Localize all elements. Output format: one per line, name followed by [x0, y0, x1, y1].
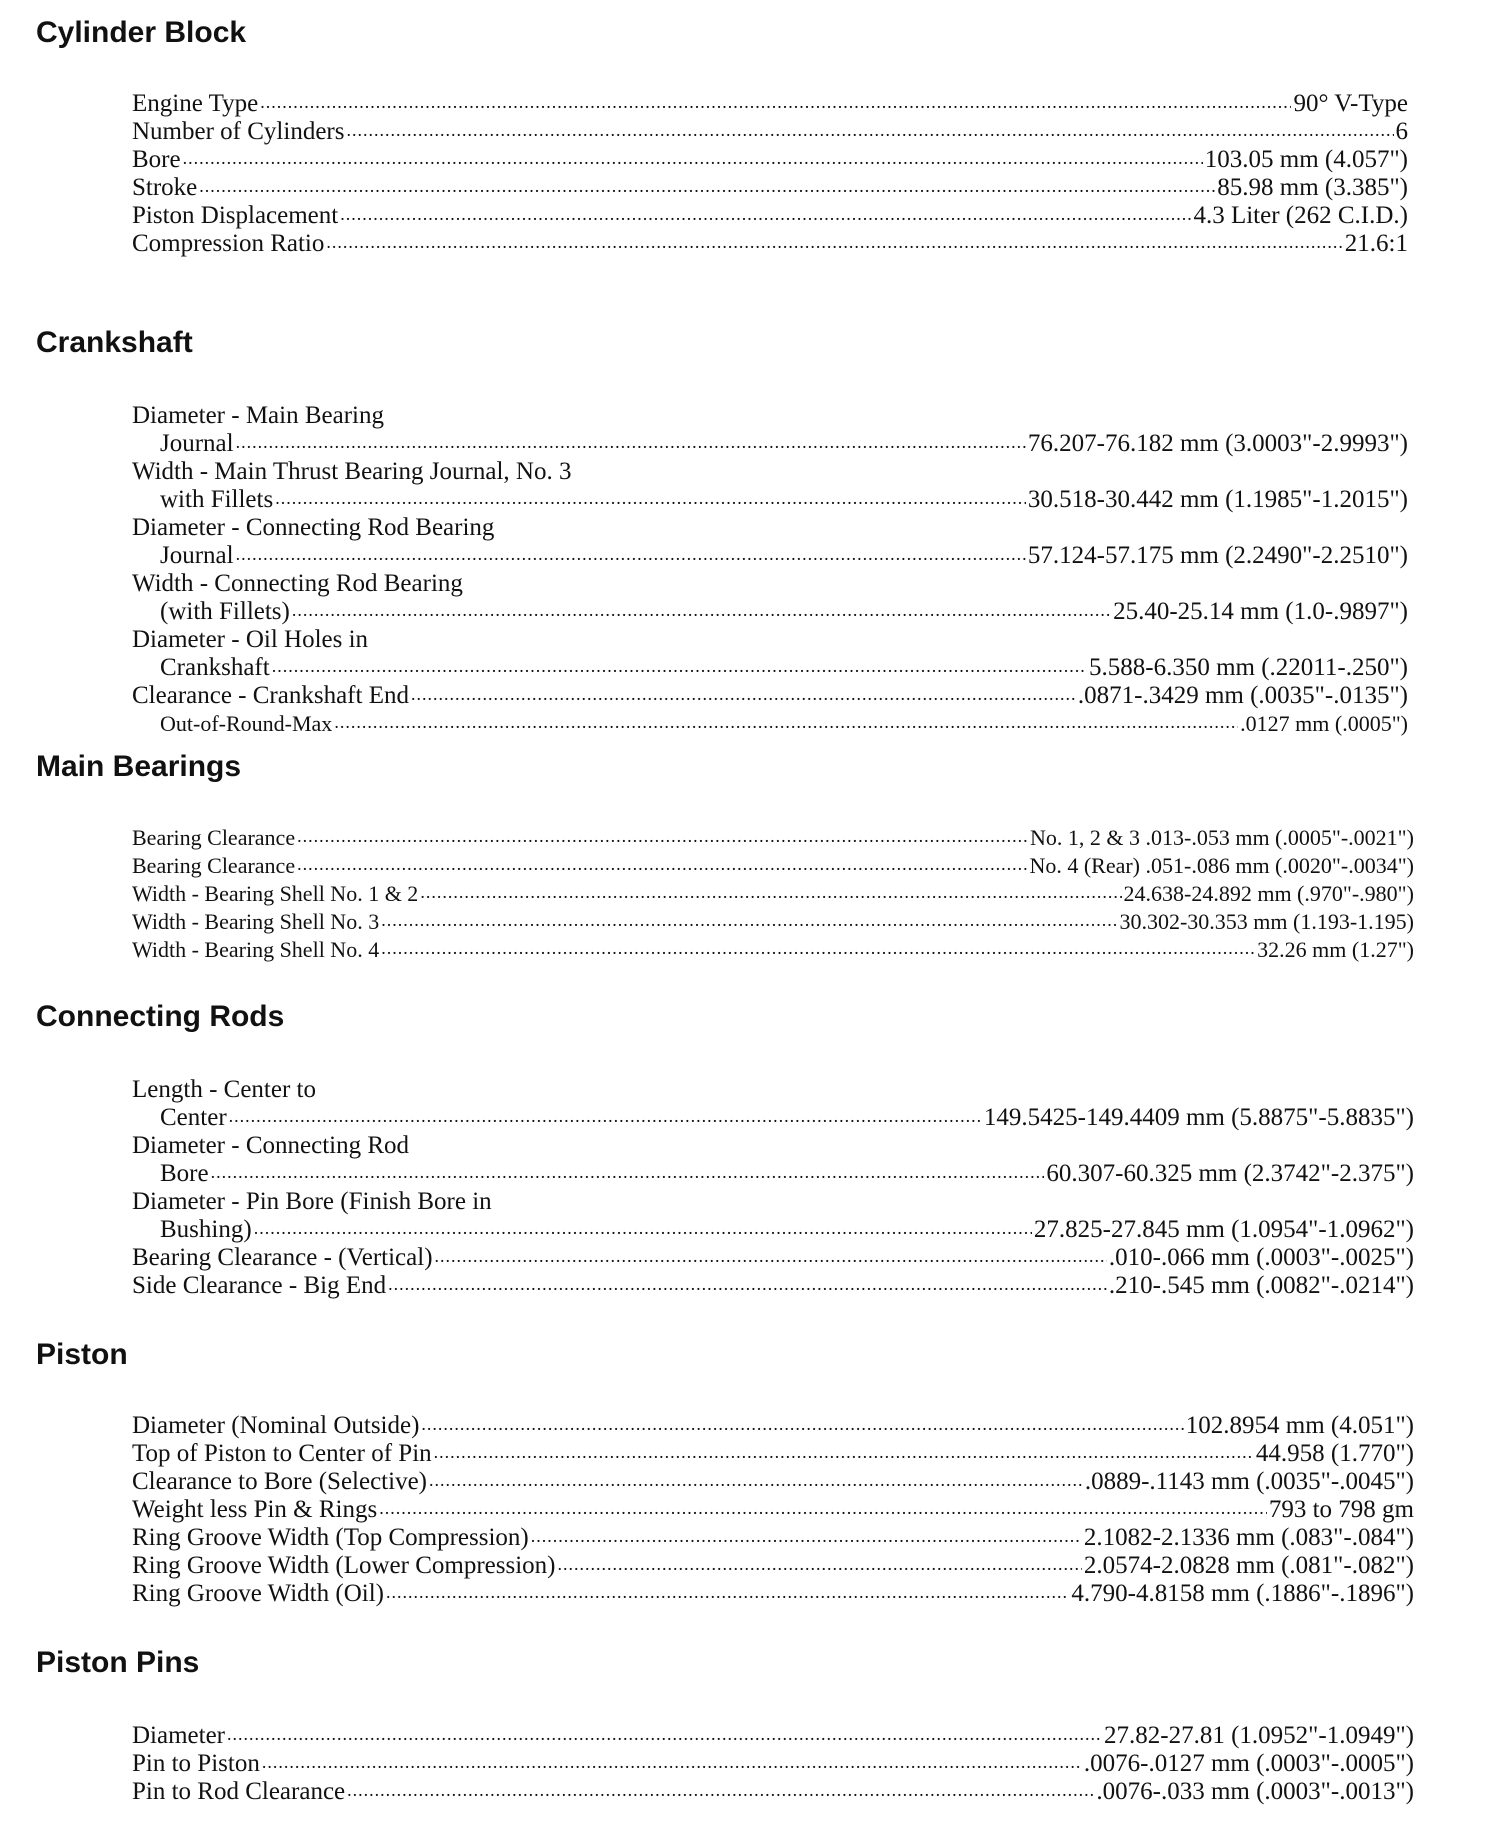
spec-value: 57.124-57.175 mm (2.2490"-2.2510")	[1027, 542, 1408, 569]
spec-row-main-bearing-journal	[132, 430, 1408, 458]
leader-dots	[340, 200, 1191, 228]
spec-value: .010-.066 mm (.0003"-.0025")	[1108, 1244, 1414, 1271]
spec-label: Width - Bearing Shell No. 1 & 2	[132, 881, 419, 906]
spec-label-line1: Diameter - Connecting Rod	[132, 1132, 410, 1159]
spec-label: Ring Groove Width (Lower Compression)	[132, 1552, 556, 1579]
spec-row-pin-bore	[132, 1216, 1414, 1244]
spec-row-crankshaft-end-clearance	[132, 682, 1408, 710]
spec-label: Out-of-Round-Max	[160, 711, 333, 736]
leader-dots	[434, 1438, 1254, 1466]
spec-row-stroke	[132, 174, 1408, 202]
spec-row-shell-3	[132, 908, 1414, 936]
spec-label-line1: Width - Main Thrust Bearing Journal, No. 3	[132, 458, 572, 485]
spec-label: Bearing Clearance - (Vertical)	[132, 1244, 433, 1271]
spec-row-oil-holes	[132, 654, 1408, 682]
leader-dots	[388, 1270, 1107, 1298]
leader-dots	[236, 428, 1026, 456]
spec-label: Pin to Rod Clearance	[132, 1778, 346, 1805]
section-title-piston: Piston	[36, 1338, 128, 1371]
leader-dots	[227, 1720, 1102, 1748]
spec-label: Ring Groove Width (Oil)	[132, 1580, 384, 1607]
spec-row-clearance-to-bore	[132, 1468, 1414, 1496]
spec-value: 793 to 798 gm	[1268, 1496, 1414, 1523]
spec-label: with Fillets	[160, 486, 274, 513]
spec-label: Width - Bearing Shell No. 4	[132, 937, 380, 962]
spec-row-rod-bearing-journal	[132, 542, 1408, 570]
spec-label: Bore	[160, 1160, 209, 1187]
section-title-connecting-rods: Connecting Rods	[36, 1000, 285, 1033]
spec-label: Pin to Piston	[132, 1750, 260, 1777]
spec-label: Crankshaft	[160, 654, 270, 681]
spec-row-pin-diameter	[132, 1722, 1414, 1750]
spec-label: Bearing Clearance	[132, 825, 296, 850]
leader-dots	[334, 708, 1238, 736]
spec-label: (with Fillets)	[160, 598, 290, 625]
spec-value: 2.0574-2.0828 mm (.081"-.082")	[1083, 1552, 1414, 1579]
spec-label: Stroke	[132, 174, 198, 201]
leader-dots	[199, 172, 1215, 200]
spec-value: 30.518-30.442 mm (1.1985"-1.2015")	[1027, 486, 1408, 513]
spec-value: 44.958 (1.770")	[1255, 1440, 1414, 1467]
spec-row-pin-to-rod	[132, 1778, 1414, 1806]
spec-label-line1: Diameter - Oil Holes in	[132, 626, 369, 653]
spec-label: Compression Ratio	[132, 230, 325, 257]
spec-label-line1: Diameter - Pin Bore (Finish Bore in	[132, 1188, 492, 1215]
spec-label: Diameter (Nominal Outside)	[132, 1412, 420, 1439]
leader-dots	[236, 540, 1026, 568]
spec-row-out-of-round	[132, 710, 1408, 738]
spec-label: Width - Bearing Shell No. 3	[132, 909, 380, 934]
spec-row-bearing-clearance-2	[132, 852, 1414, 880]
leader-dots	[254, 1214, 1032, 1242]
leader-dots	[297, 850, 1027, 878]
spec-value: 102.8954 mm (4.051")	[1185, 1412, 1414, 1439]
spec-value: .0889-.1143 mm (.0035"-.0045")	[1084, 1468, 1414, 1495]
spec-value: 5.588-6.350 mm (.22011-.250")	[1089, 654, 1408, 681]
spec-row-compression-ratio	[132, 230, 1408, 258]
spec-row-rod-bearing-width	[132, 598, 1408, 626]
leader-dots	[326, 228, 1342, 256]
spec-row-center-to-center	[132, 1104, 1414, 1132]
leader-dots	[531, 1522, 1082, 1550]
spec-label-line1: Length - Center to	[132, 1076, 316, 1103]
leader-dots	[421, 1410, 1183, 1438]
spec-row-side-clearance	[132, 1272, 1414, 1300]
spec-value: 21.6:1	[1344, 230, 1408, 257]
leader-dots	[347, 1776, 1094, 1804]
leader-dots	[411, 680, 1076, 708]
spec-value: 85.98 mm (3.385")	[1217, 174, 1408, 201]
spec-row-shell-4	[132, 936, 1414, 964]
spec-row-number-of-cylinders	[132, 118, 1408, 146]
leader-dots	[260, 88, 1291, 116]
spec-value: No. 4 (Rear) .051-.086 mm (.0020"-.0034")	[1029, 853, 1414, 878]
leader-dots	[379, 1494, 1267, 1522]
spec-value: 90° V-Type	[1293, 90, 1408, 117]
spec-label: Journal	[160, 430, 234, 457]
spec-value: .210-.545 mm (.0082"-.0214")	[1108, 1272, 1414, 1299]
spec-label: Weight less Pin & Rings	[132, 1496, 378, 1523]
spec-label-line1: Diameter - Main Bearing	[132, 402, 384, 429]
spec-label-line1: Diameter - Connecting Rod Bearing	[132, 514, 495, 541]
leader-dots	[386, 1578, 1069, 1606]
spec-label: Bushing)	[160, 1216, 252, 1243]
leader-dots	[211, 1158, 1045, 1186]
spec-value: 76.207-76.182 mm (3.0003"-2.9993")	[1027, 430, 1408, 457]
leader-dots	[229, 1102, 982, 1130]
leader-dots	[381, 906, 1117, 934]
spec-row-rod-bearing-clearance	[132, 1244, 1414, 1272]
spec-label: Ring Groove Width (Top Compression)	[132, 1524, 529, 1551]
spec-value: 30.302-30.353 mm (1.193-1.195)	[1119, 909, 1414, 934]
leader-dots	[346, 116, 1393, 144]
leader-dots	[420, 878, 1121, 906]
spec-label: Bearing Clearance	[132, 853, 296, 878]
leader-dots	[297, 822, 1028, 850]
spec-row-engine-type	[132, 90, 1408, 118]
spec-row-piston-diameter	[132, 1412, 1414, 1440]
spec-value: 27.82-27.81 (1.0952"-1.0949")	[1104, 1722, 1414, 1749]
spec-row-rod-bore	[132, 1160, 1414, 1188]
spec-label-line1: Width - Connecting Rod Bearing	[132, 570, 463, 597]
leader-dots	[429, 1466, 1083, 1494]
section-title-piston-pins: Piston Pins	[36, 1646, 200, 1679]
spec-label: Engine Type	[132, 90, 259, 117]
leader-dots	[262, 1748, 1082, 1776]
spec-label: Diameter	[132, 1722, 226, 1749]
spec-label: Side Clearance - Big End	[132, 1272, 387, 1299]
leader-dots	[435, 1242, 1107, 1270]
section-title-crankshaft: Crankshaft	[36, 326, 193, 359]
spec-row-shell-1-2	[132, 880, 1414, 908]
spec-label: Journal	[160, 542, 234, 569]
spec-row-pin-to-piston	[132, 1750, 1414, 1778]
spec-value: .0076-.0127 mm (.0003"-.0005")	[1083, 1750, 1414, 1777]
leader-dots	[275, 484, 1026, 512]
spec-value: 25.40-25.14 mm (1.0-.9897")	[1113, 598, 1408, 625]
spec-value: .0076-.033 mm (.0003"-.0013")	[1096, 1778, 1414, 1805]
spec-row-bearing-clearance-1	[132, 824, 1414, 852]
spec-value: 27.825-27.845 mm (1.0954"-1.0962")	[1033, 1216, 1414, 1243]
leader-dots	[292, 596, 1111, 624]
spec-row-thrust-bearing	[132, 486, 1408, 514]
spec-row-ring-groove-top	[132, 1524, 1414, 1552]
spec-value: 32.26 mm (1.27")	[1257, 937, 1414, 962]
spec-row-top-to-pin	[132, 1440, 1414, 1468]
spec-label: Number of Cylinders	[132, 118, 345, 145]
spec-label: Piston Displacement	[132, 202, 339, 229]
spec-row-ring-groove-lower	[132, 1552, 1414, 1580]
leader-dots	[183, 144, 1203, 172]
section-title-cylinder-block: Cylinder Block	[36, 16, 247, 49]
spec-label: Clearance to Bore (Selective)	[132, 1468, 427, 1495]
spec-label: Bore	[132, 146, 181, 173]
spec-value: 2.1082-2.1336 mm (.083"-.084")	[1083, 1524, 1414, 1551]
spec-value: 24.638-24.892 mm (.970"-.980")	[1123, 881, 1414, 906]
spec-value: 4.790-4.8158 mm (.1886"-.1896")	[1071, 1580, 1414, 1607]
leader-dots	[381, 934, 1255, 962]
spec-value: 4.3 Liter (262 C.I.D.)	[1193, 202, 1408, 229]
spec-row-bore	[132, 146, 1408, 174]
spec-row-piston-displacement	[132, 202, 1408, 230]
section-title-main-bearings: Main Bearings	[36, 750, 242, 783]
spec-row-ring-groove-oil	[132, 1580, 1414, 1608]
spec-value: 149.5425-149.4409 mm (5.8875"-5.8835")	[983, 1104, 1414, 1131]
spec-label: Top of Piston to Center of Pin	[132, 1440, 432, 1467]
spec-value: No. 1, 2 & 3 .013-.053 mm (.0005"-.0021")	[1030, 825, 1414, 850]
leader-dots	[557, 1550, 1081, 1578]
spec-label: Center	[160, 1104, 227, 1131]
leader-dots	[272, 652, 1087, 680]
spec-row-weight	[132, 1496, 1414, 1524]
spec-value: 6	[1395, 118, 1408, 145]
spec-value: .0127 mm (.0005")	[1240, 711, 1408, 736]
spec-value: .0871-.3429 mm (.0035"-.0135")	[1077, 682, 1408, 709]
spec-value: 60.307-60.325 mm (2.3742"-2.375")	[1046, 1160, 1414, 1187]
spec-value: 103.05 mm (4.057")	[1204, 146, 1408, 173]
spec-label: Clearance - Crankshaft End	[132, 682, 409, 709]
